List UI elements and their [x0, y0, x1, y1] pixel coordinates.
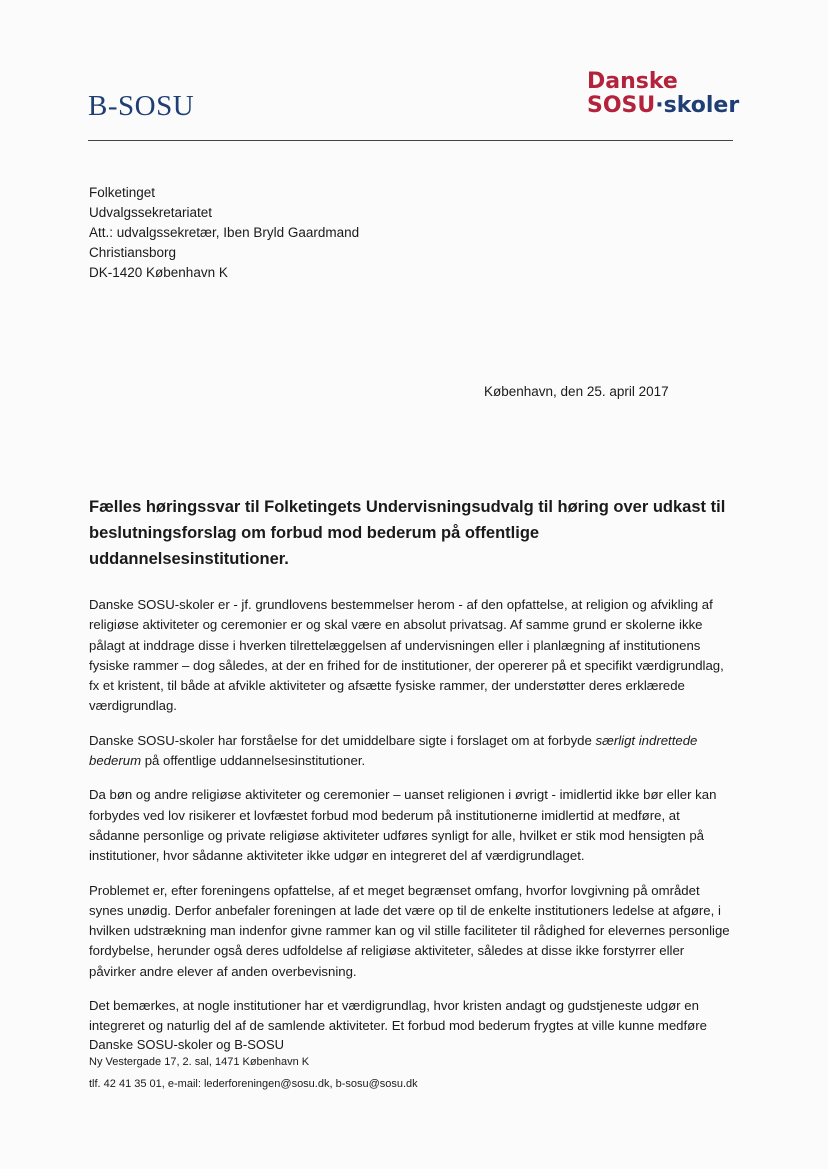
footer-address: Ny Vestergade 17, 2. sal, 1471 København K	[89, 1056, 310, 1068]
recipient-address	[89, 183, 359, 283]
logo-line-danske: Danske	[587, 69, 678, 94]
footer-org: Danske SOSU-skoler og B-SOSU	[89, 1037, 285, 1052]
letter-body	[89, 595, 731, 1051]
logo-line-sosu-skoler	[587, 94, 739, 118]
footer	[89, 1036, 418, 1092]
body-text: på offentlige uddannelsesinstitutioner.	[141, 753, 366, 769]
logo-dot: ·	[655, 93, 664, 118]
body-text: Danske SOSU-skoler har forståelse for det umiddelbare sigte i forslaget om at forbyde	[89, 732, 596, 748]
body-paragraph: Problemet er, efter foreningens opfattelse, af et meget begrænset omfang, hvorfor lovgivning på området synes unødig. Derfor anbefaler foreningen at lade det være op til de enkelte institutioners ledelse at afgøre, i hvilken udstrækning man indenfor givne rammer kan og vil stille faciliteter til rådighed for elevernes personlige fordybelse, herunder også deres udfoldelse af religiøse aktiviteter, således at disse ikke forstyrrer eller påvirker andre elever af anden overbevisning.	[89, 882, 730, 979]
subject-heading: Fælles høringssvar til Folketingets Undervisningsudvalg til høring over udkast til beslutningsforslag om forbud mod bederum på offentlige uddannelsesinstitutioner.	[89, 498, 726, 568]
recipient-line: Att.: udvalgssekretær, Iben Bryld Gaardmand	[89, 225, 360, 240]
footer-contact: tlf. 42 41 35 01, e-mail: lederforeningen@sosu.dk, b-sosu@sosu.dk	[89, 1078, 418, 1090]
dateline: København, den 25. april 2017	[484, 384, 669, 399]
body-paragraph: Det bemærkes, at nogle institutioner har et værdigrundlag, hvor kristen andagt og gudstjeneste udgør en integreret og naturlig del af de samlende aktiviteter. Et forbud mod bederum frygtes at ville kunne medføre	[89, 998, 707, 1034]
recipient-line: Folketinget	[89, 185, 156, 200]
logo-sosu-word: SOSU	[587, 93, 656, 118]
logo-skoler-word: skoler	[663, 93, 740, 118]
body-paragraph: Da bøn og andre religiøse aktiviteter og ceremonier – uanset religionen i øvrigt - imidlertid ikke bør eller kan forbydes ved lov risikerer et lovfæstet forbud mod bederum på institutionerne imidlertid at medføre, at sådanne personlige og private religiøse aktiviteter udføres synligt for alle, hvilket er stik mod hensigten på institutioner, hvor sådanne aktiviteter ikke udgør en integreret del af værdigrundlaget.	[89, 787, 717, 864]
header-divider	[88, 140, 733, 141]
b-sosu-logo: B-SOSU	[88, 90, 195, 122]
body-paragraph: Danske SOSU-skoler er - jf. grundlovens bestemmelser herom - af den opfattelse, at religion og afvikling af religiøse aktiviteter og ceremonier er og skal være en absolut privatsag. Af samme grund er skolerne ikke pålagt at inddrage disse i hverken tilrettelæggelsen af undervisningen eller i planlægning af institutionens fysiske rammer – dog således, at der en frihed for de institutioner, der opererer på et specifikt værdigrundlag, fx et kristent, til både at afvikle aktiviteter og afsætte fysiske rammer, der understøtter deres erklærede værdigrundlag.	[89, 597, 724, 714]
emphasized-text: særligt indrettede bederum	[89, 732, 698, 769]
body-paragraph	[89, 731, 731, 772]
recipient-line: Udvalgssekretariatet	[89, 205, 213, 220]
recipient-line: DK-1420 København K	[89, 265, 228, 280]
danske-sosu-skoler-logo	[587, 70, 739, 118]
recipient-line: Christiansborg	[89, 245, 177, 260]
